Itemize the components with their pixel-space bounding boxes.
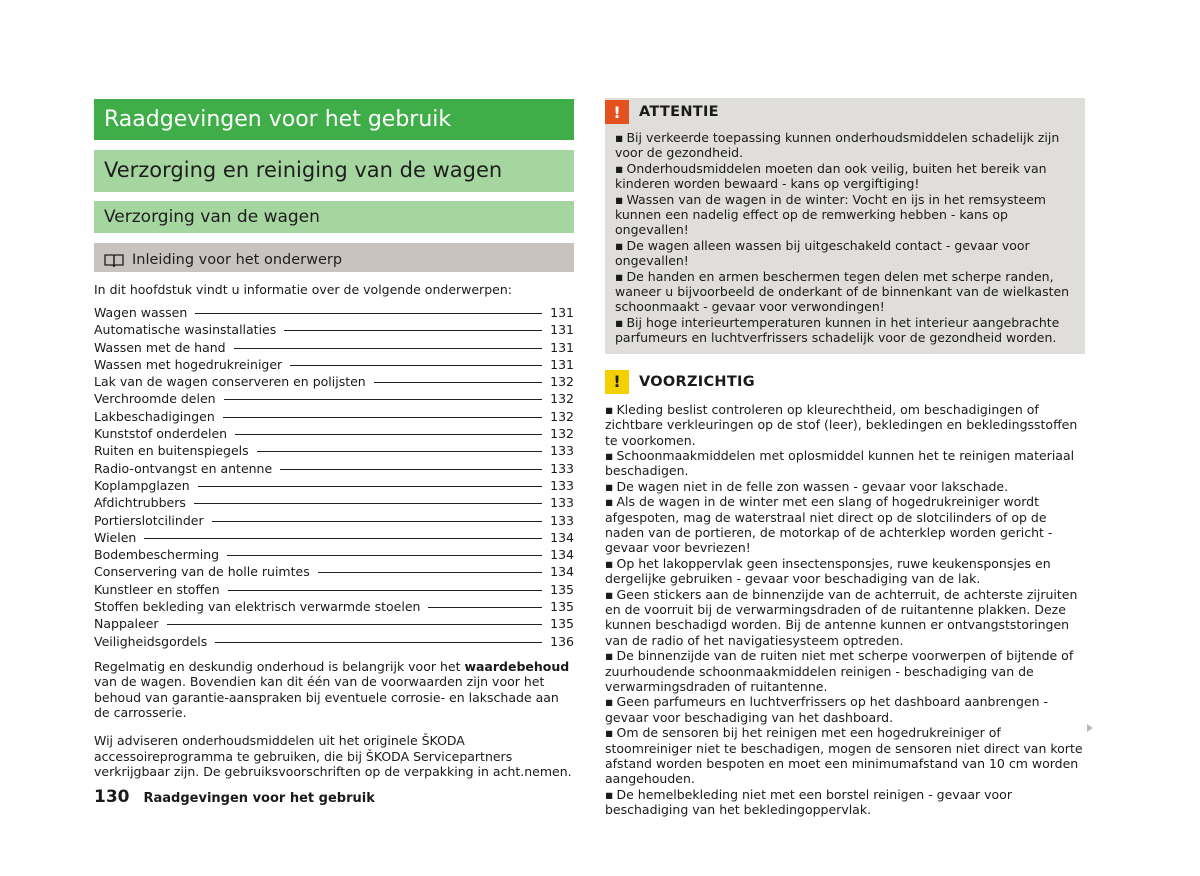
toc-leader <box>223 417 542 418</box>
toc-title: Radio-ontvangst en antenne <box>94 460 273 476</box>
left-column <box>94 99 574 792</box>
toc-title: Veiligheidsgordels <box>94 633 208 649</box>
list-item: ▪ Als de wagen in de winter met een slang of hogedrukreiniger wordt afgespoten, mag de waterstraal niet direct op de slotcilinders of op de naden van de portieren, de motorkap of de achterklep worden gericht - gevaar voor bevriezen! <box>605 494 1085 556</box>
list-item: ▪ Geen parfumeurs en luchtverfrissers op het dashboard aanbrengen - gevaar voor beschadiging van het dashboard. <box>605 694 1085 725</box>
list-item: ▪ Kleding beslist controleren op kleurechtheid, om beschadigingen of zichtbare verkleuringen op de stof (leer), bekledingen en bekledingsstoffen te voorkomen. <box>605 402 1085 448</box>
toc-leader <box>215 642 542 643</box>
list-item: ▪ Op het lakoppervlak geen insectensponsjes, ruwe keukensponsjes en dergelijke gebruiken - gevaar voor beschadiging van de lak. <box>605 556 1085 587</box>
attention-header <box>605 98 1077 126</box>
toc-item[interactable] <box>94 322 574 339</box>
attention-list <box>615 130 1077 346</box>
toc-leader <box>280 469 542 470</box>
toc-leader <box>318 572 542 573</box>
toc-item[interactable] <box>94 582 574 599</box>
advice-paragraph: Wij adviseren onderhoudsmiddelen uit het originele ŠKODA accessoireprogramma te gebruiken, die bij ŠKODA Servicepartners verkrijgbaar zijn. De gebruiksvoorschriften op de verpakking in acht.nemen. <box>94 733 572 780</box>
toc-leader <box>198 486 542 487</box>
list-item: ▪ Om de sensoren bij het reinigen met een hogedrukreiniger of stoomreiniger niet te beschadigen, mogen de sensoren niet direct van korte afstand worden bespoten en moet een minimumafstand van 10 cm worden aangehouden. <box>605 725 1085 787</box>
toc-page: 133 <box>550 495 574 511</box>
toc-leader <box>194 503 542 504</box>
intro-text: In dit hoofdstuk vindt u informatie over de volgende onderwerpen: <box>94 282 512 297</box>
list-item: ▪ Bij hoge interieurtemperaturen kunnen in het interieur aangebrachte parfumeurs en luchtverfrissers schadelijk voor de gezondheid worden. <box>615 315 1077 346</box>
toc-item[interactable] <box>94 443 574 460</box>
list-item: ▪ De wagen niet in de felle zon wassen - gevaar voor lakschade. <box>605 479 1085 494</box>
chapter-heading: Raadgevingen voor het gebruik <box>94 99 574 140</box>
toc-page: 131 <box>550 305 574 320</box>
toc-item[interactable] <box>94 616 574 633</box>
toc-title: Nappaleer <box>94 616 159 632</box>
warning-icon: ! <box>605 100 629 124</box>
toc-page: 134 <box>550 547 574 563</box>
toc-leader <box>224 399 543 400</box>
toc-item[interactable] <box>94 547 574 564</box>
list-item: ▪ De binnenzijde van de ruiten niet met scherpe voorwerpen of bijtende of zuurhoudende schoonmaakmiddelen reinigen - beschadiging van de verwarmingsdraden of ruitantenne. <box>605 648 1085 694</box>
toc-title: Bodembescherming <box>94 547 220 563</box>
toc-page: 131 <box>550 339 574 355</box>
section-heading: Verzorging en reiniging van de wagen <box>94 150 574 192</box>
toc-page: 131 <box>550 322 574 338</box>
list-item: ▪ De hemelbekleding niet met een borstel reinigen - gevaar voor beschadiging van het bekledingoppervlak. <box>605 787 1085 818</box>
right-column <box>605 98 1085 818</box>
toc-page: 135 <box>550 581 574 597</box>
toc-item[interactable] <box>94 461 574 478</box>
toc-page: 133 <box>550 443 574 459</box>
toc-title: Conservering van de holle ruimtes <box>94 564 310 580</box>
list-item: ▪ Onderhoudsmiddelen moeten dan ook veilig, buiten het bereik van kinderen worden bewaard - kans op vergiftiging! <box>615 161 1077 192</box>
toc-leader <box>195 313 542 314</box>
toc-page: 132 <box>550 408 574 424</box>
toc-leader <box>235 434 542 435</box>
toc-item[interactable] <box>94 391 574 408</box>
toc-page: 132 <box>550 391 574 407</box>
toc-item[interactable] <box>94 305 574 322</box>
toc-page: 134 <box>550 564 574 580</box>
toc-page: 132 <box>550 374 574 390</box>
list-item: ▪ Wassen van de wagen in de winter: Vocht en ijs in het remsysteem kunnen een nadelig effect op de remwerking hebben - kans op ongevallen! <box>615 192 1077 238</box>
toc-page: 133 <box>550 477 574 493</box>
toc-leader <box>257 451 542 452</box>
toc-item[interactable] <box>94 478 574 495</box>
toc-page: 135 <box>550 616 574 632</box>
toc-title: Wassen met hogedrukreiniger <box>94 356 283 372</box>
topic-heading <box>94 243 574 272</box>
toc-title: Kunststof onderdelen <box>94 426 228 442</box>
caution-icon: ! <box>605 370 629 394</box>
toc-leader <box>228 590 542 591</box>
toc-leader <box>374 382 542 383</box>
toc-title: Automatische wasinstallaties <box>94 322 277 338</box>
toc-title: Stoffen bekleding van elektrisch verwarmde stoelen <box>94 599 421 615</box>
toc-item[interactable] <box>94 357 574 374</box>
toc-page: 132 <box>550 426 574 442</box>
footer-title: Raadgevingen voor het gebruik <box>143 791 375 806</box>
toc-page: 133 <box>550 460 574 476</box>
toc-title: Verchroomde delen <box>94 391 216 407</box>
list-item: ▪ De wagen alleen wassen bij uitgeschakeld contact - gevaar voor ongevallen! <box>615 238 1077 269</box>
toc-item[interactable] <box>94 374 574 391</box>
list-item: ▪ De handen en armen beschermen tegen delen met scherpe randen, waneer u bijvoorbeeld de onderkant of de binnenkant van de wielkasten schoonmaakt - gevaar voor verwondingen! <box>615 269 1077 315</box>
para-text: van de wagen. Bovendien kan dit één van de voorwaarden zijn voor het behoud van garantie-aanspraken bij eventuele corrosie- en lakschade aan de carrosserie. <box>94 674 559 721</box>
toc-item[interactable] <box>94 530 574 547</box>
toc-title: Lak van de wagen conserveren en polijsten <box>94 374 366 390</box>
toc-page: 136 <box>550 633 574 649</box>
toc-item[interactable] <box>94 426 574 443</box>
list-item: ▪ Schoonmaakmiddelen met oplosmiddel kunnen het te reinigen materiaal beschadigen. <box>605 448 1085 479</box>
para-emphasis: waardebehoud <box>464 658 570 674</box>
toc-title: Ruiten en buitenspiegels <box>94 443 249 459</box>
caution-header <box>605 368 1085 396</box>
toc-item[interactable] <box>94 634 574 651</box>
toc-title: Portierslotcilinder <box>94 512 204 528</box>
toc-page: 135 <box>550 599 574 615</box>
toc-title: Wagen wassen <box>94 305 188 320</box>
toc-title: Wassen met de hand <box>94 339 226 355</box>
list-item: ▪ Geen stickers aan de binnenzijde van de achterruit, de achterste zijruiten en de voorruit bij de verwarmingsdraden of de ruitantenne plakken. Deze kunnen beschadigd worden. Bij de antenne kunnen er ontvangststoringen van de radio of het navigatiesysteem optreden. <box>605 587 1085 649</box>
caution-box <box>605 368 1085 818</box>
page-footer <box>94 787 375 807</box>
toc-page: 133 <box>550 512 574 528</box>
page-number: 130 <box>94 787 130 807</box>
toc-page: 134 <box>550 529 574 545</box>
caution-list <box>605 402 1085 818</box>
toc-leader <box>290 365 542 366</box>
toc-item[interactable] <box>94 409 574 426</box>
toc-item[interactable] <box>94 564 574 581</box>
toc-title: Afdichtrubbers <box>94 495 186 511</box>
toc-item[interactable] <box>94 513 574 530</box>
para-text: Regelmatig en deskundig onderhoud is belangrijk voor het <box>94 658 465 674</box>
toc-item[interactable] <box>94 495 574 512</box>
table-of-contents <box>94 305 574 651</box>
toc-title: Kunstleer en stoffen <box>94 581 220 597</box>
toc-leader <box>284 330 542 331</box>
toc-page: 131 <box>550 356 574 372</box>
continue-arrow-icon <box>1087 724 1093 732</box>
topic-heading-text: Inleiding voor het onderwerp <box>132 252 343 268</box>
list-item: ▪ Bij verkeerde toepassing kunnen onderhoudsmiddelen schadelijk zijn voor de gezondheid. <box>615 130 1077 161</box>
toc-title: Koplampglazen <box>94 477 190 493</box>
attention-box <box>605 98 1085 354</box>
toc-leader <box>227 555 542 556</box>
caution-title: VOORZICHTIG <box>639 373 755 390</box>
toc-title: Lakbeschadigingen <box>94 408 215 424</box>
maintenance-paragraph <box>94 659 574 721</box>
toc-title: Wielen <box>94 529 137 545</box>
toc-leader <box>167 624 543 625</box>
toc-leader <box>428 607 542 608</box>
toc-item[interactable] <box>94 599 574 616</box>
toc-leader <box>234 348 543 349</box>
attention-title: ATTENTIE <box>639 104 719 120</box>
subsection-heading: Verzorging van de wagen <box>94 201 574 233</box>
toc-item[interactable] <box>94 340 574 357</box>
toc-leader <box>212 521 543 522</box>
toc-leader <box>144 538 542 539</box>
book-icon <box>104 253 124 268</box>
